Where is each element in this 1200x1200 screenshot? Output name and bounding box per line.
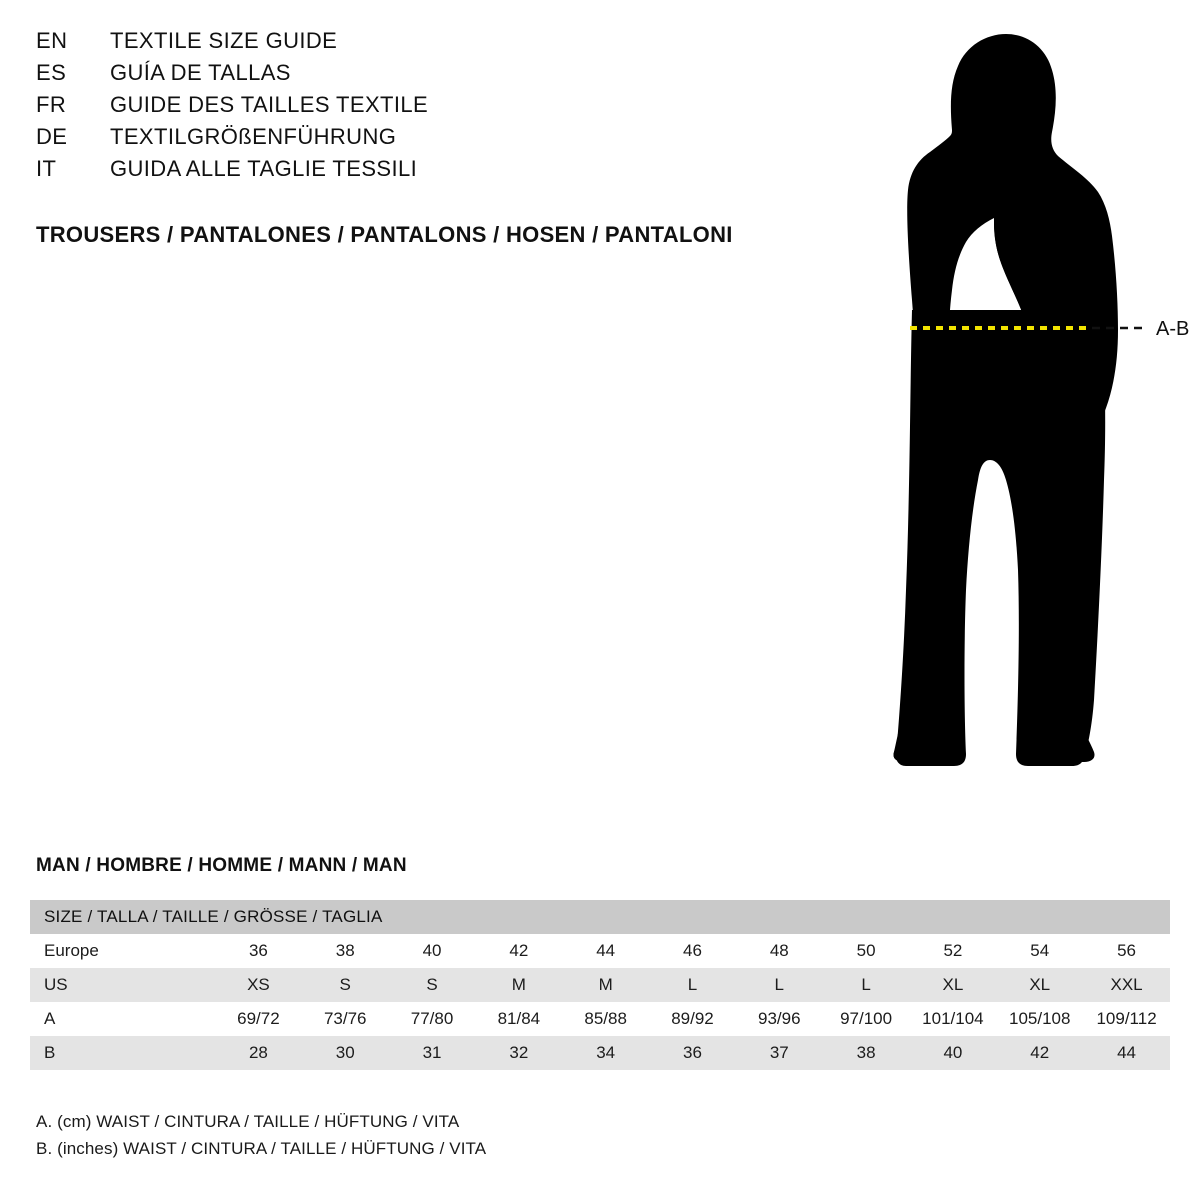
language-row: [36, 156, 796, 188]
table-cell: 85/88: [562, 1002, 649, 1036]
table-cell: 38: [302, 934, 389, 968]
language-code: FR: [36, 92, 67, 117]
language-title: GUIDA ALLE TAGLIE TESSILI: [110, 156, 418, 181]
language-title-list: [36, 28, 796, 188]
table-cell: 89/92: [649, 1002, 736, 1036]
language-row: [36, 124, 796, 156]
table-cell: XS: [215, 968, 302, 1002]
table-cell: 42: [475, 934, 562, 968]
language-code: EN: [36, 28, 68, 53]
table-cell: 48: [736, 934, 823, 968]
footnote-a: A. (cm) WAIST / CINTURA / TAILLE / HÜFTUNG / VITA: [36, 1112, 460, 1131]
table-cell: M: [562, 968, 649, 1002]
table-cell: 50: [823, 934, 910, 968]
table-cell: 109/112: [1083, 1002, 1170, 1036]
table-cell: XXL: [1083, 968, 1170, 1002]
table-row: [30, 934, 1170, 968]
row-label-b: B: [30, 1036, 215, 1070]
table-cell: L: [649, 968, 736, 1002]
language-title: GUIDE DES TAILLES TEXTILE: [110, 92, 429, 117]
table-cell: 28: [215, 1036, 302, 1070]
footnote-b: B. (inches) WAIST / CINTURA / TAILLE / HÜFTUNG / VITA: [36, 1139, 487, 1158]
table-row: [30, 1002, 1170, 1036]
footnote-list: [36, 1108, 486, 1162]
table-cell: 34: [562, 1036, 649, 1070]
man-silhouette-figure: [800, 10, 1200, 810]
silhouette-shape: [893, 34, 1118, 766]
table-cell: L: [736, 968, 823, 1002]
garment-type-title: TROUSERS / PANTALONES / PANTALONS / HOSEN / PANTALONI: [36, 222, 733, 247]
table-cell: L: [823, 968, 910, 1002]
table-header-label: SIZE / TALLA / TAILLE / GRÖSSE / TAGLIA: [30, 900, 1170, 934]
table-cell: 46: [649, 934, 736, 968]
table-cell: 40: [389, 934, 476, 968]
table-cell: 52: [910, 934, 997, 968]
section-caption-man: MAN / HOMBRE / HOMME / MANN / MAN: [36, 855, 407, 876]
language-row: [36, 28, 796, 60]
row-label-europe: Europe: [30, 934, 215, 968]
table-cell: 56: [1083, 934, 1170, 968]
row-label-a: A: [30, 1002, 215, 1036]
language-code: ES: [36, 60, 67, 85]
table-cell: 73/76: [302, 1002, 389, 1036]
table-cell: 44: [562, 934, 649, 968]
table-cell: XL: [910, 968, 997, 1002]
table-cell: 38: [823, 1036, 910, 1070]
table-row: [30, 1036, 1170, 1070]
language-title: TEXTILE SIZE GUIDE: [110, 28, 338, 53]
size-table: [30, 900, 1170, 1070]
measure-label-a-b: A-B: [1156, 318, 1190, 340]
row-label-us: US: [30, 968, 215, 1002]
table-row: [30, 968, 1170, 1002]
table-cell: 93/96: [736, 1002, 823, 1036]
language-code: DE: [36, 124, 68, 149]
language-row: [36, 92, 796, 124]
table-cell: 81/84: [475, 1002, 562, 1036]
table-cell: 69/72: [215, 1002, 302, 1036]
language-code: IT: [36, 156, 57, 181]
table-cell: 37: [736, 1036, 823, 1070]
table-cell: 36: [215, 934, 302, 968]
table-cell: 77/80: [389, 1002, 476, 1036]
language-row: [36, 60, 796, 92]
language-title: TEXTILGRÖßENFÜHRUNG: [110, 124, 397, 149]
table-cell: 44: [1083, 1036, 1170, 1070]
table-cell: 32: [475, 1036, 562, 1070]
table-cell: 54: [996, 934, 1083, 968]
table-cell: 42: [996, 1036, 1083, 1070]
table-cell: S: [302, 968, 389, 1002]
table-cell: 97/100: [823, 1002, 910, 1036]
table-cell: 40: [910, 1036, 997, 1070]
table-cell: M: [475, 968, 562, 1002]
table-cell: 31: [389, 1036, 476, 1070]
table-cell: 101/104: [910, 1002, 997, 1036]
table-cell: 30: [302, 1036, 389, 1070]
table-cell: 36: [649, 1036, 736, 1070]
table-header-row: [30, 900, 1170, 934]
language-title: GUÍA DE TALLAS: [110, 60, 291, 85]
table-cell: S: [389, 968, 476, 1002]
table-cell: XL: [996, 968, 1083, 1002]
table-cell: 105/108: [996, 1002, 1083, 1036]
